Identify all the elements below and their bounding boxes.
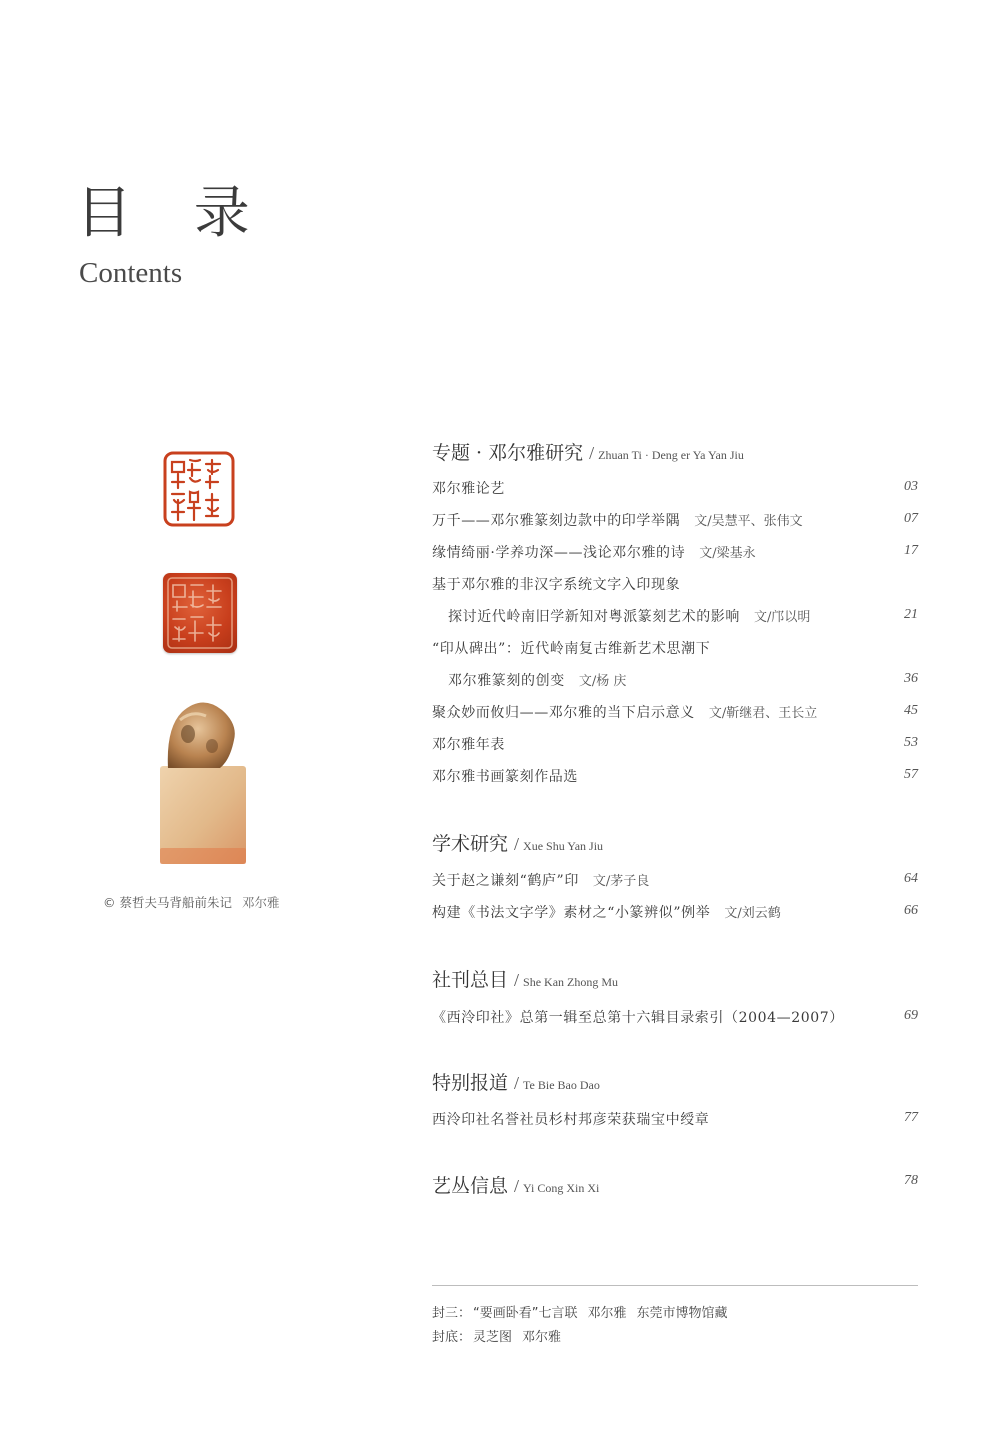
entry-page: 45	[904, 703, 918, 718]
red-seal-image	[163, 573, 237, 653]
seal-imprint-image	[162, 450, 236, 528]
toc-entry[interactable]	[432, 1007, 918, 1027]
section-pinyin: She Kan Zhong Mu	[523, 975, 619, 989]
toc-entry[interactable]	[432, 1109, 918, 1129]
entry-title: 邓尔雅年表	[432, 737, 505, 753]
section-title: 专题 · 邓尔雅研究	[432, 442, 584, 464]
slash-divider: /	[514, 834, 520, 854]
section-heading	[432, 1068, 600, 1095]
footer-author: 邓尔雅	[587, 1306, 627, 1321]
toc-entry[interactable]	[432, 702, 918, 722]
caption-text: © 蔡哲夫马背船前朱记	[103, 895, 232, 910]
entry-page: 36	[904, 671, 918, 686]
page-title: 目 录	[76, 181, 272, 246]
toc-entry[interactable]	[432, 606, 918, 626]
section-heading	[432, 438, 744, 465]
slash-divider: /	[514, 970, 520, 990]
footer-title: 灵芝图	[473, 1330, 513, 1345]
footer-title: “要画卧看”七言联	[473, 1306, 578, 1321]
entry-author: 文/刘云鹤	[724, 906, 781, 921]
entry-author: 文/杨 庆	[578, 674, 627, 689]
footer-author: 邓尔雅	[522, 1330, 562, 1345]
entry-title: 邓尔雅论艺	[432, 481, 505, 497]
entry-title: 关于赵之谦刻“鹤庐”印	[432, 873, 579, 889]
entry-author: 文/邝以明	[754, 610, 811, 625]
image-caption	[103, 893, 280, 911]
entry-author: 文/吴慧平、张伟文	[694, 514, 803, 529]
section-title: 社刊总目	[432, 969, 509, 991]
section-title: 特别报道	[432, 1072, 509, 1094]
entry-title: 构建《书法文字学》素材之“小篆辨似”例举	[432, 905, 711, 921]
toc-entry[interactable]	[432, 870, 918, 890]
footer-source: 东莞市博物馆藏	[636, 1306, 728, 1321]
entry-title: 缘情绮丽·学养功深——浅论邓尔雅的诗	[432, 545, 686, 561]
toc-entry[interactable]	[432, 638, 918, 658]
entry-title: 西泠印社名誉社员杉村邦彦荣获瑞宝中绶章	[432, 1112, 710, 1128]
entry-author: 文/茅子良	[592, 874, 650, 889]
entry-author: 文/梁基永	[699, 546, 756, 561]
entry-title: 《西泠印社》总第一辑至总第十六辑目录索引（2004—2007）	[432, 1010, 844, 1026]
entry-page: 66	[904, 903, 918, 918]
section-pinyin: Yi Cong Xin Xi	[523, 1181, 600, 1195]
toc-entry[interactable]	[432, 670, 918, 690]
entry-title: 邓尔雅书画篆刻作品选	[432, 769, 578, 785]
footer-divider	[432, 1285, 918, 1286]
entry-page: 17	[904, 543, 918, 558]
section-title: 艺丛信息	[432, 1175, 509, 1197]
seal-stone-image	[158, 698, 248, 866]
entry-title: 聚众妙而攸归——邓尔雅的当下启示意义	[432, 705, 695, 721]
footer-label: 封三：	[432, 1306, 472, 1321]
entry-page: 07	[904, 511, 918, 526]
caption-author: 邓尔雅	[241, 895, 280, 910]
toc-entry[interactable]	[432, 766, 918, 786]
entry-title: 邓尔雅篆刻的创变	[448, 673, 565, 689]
section-heading	[432, 829, 603, 856]
section-pinyin: Zhuan Ti · Deng er Ya Yan Jiu	[598, 448, 744, 462]
footer-label: 封底：	[432, 1330, 472, 1345]
entry-page: 69	[904, 1008, 918, 1023]
entry-page: 57	[904, 767, 918, 782]
section-heading	[432, 965, 618, 992]
page-subtitle: Contents	[79, 257, 183, 289]
toc-entry[interactable]	[432, 902, 918, 922]
footer-line	[432, 1302, 738, 1321]
entry-title: 探讨近代岭南旧学新知对粤派篆刻艺术的影响	[448, 609, 740, 625]
slash-divider: /	[514, 1176, 520, 1196]
toc-entry[interactable]	[432, 542, 918, 562]
toc-entry[interactable]	[432, 574, 918, 594]
entry-page: 64	[904, 871, 918, 886]
entry-page: 77	[904, 1110, 918, 1125]
section-heading[interactable]	[432, 1171, 918, 1198]
entry-title: 基于邓尔雅的非汉字系统文字入印现象	[432, 577, 681, 593]
entry-page: 21	[904, 607, 918, 622]
entry-title: “印从碑出”：近代岭南复古维新艺术思潮下	[432, 641, 711, 657]
section-pinyin: Xue Shu Yan Jiu	[523, 839, 604, 853]
entry-author: 文/靳继君、王长立	[708, 706, 818, 721]
entry-page: 53	[904, 735, 918, 750]
slash-divider: /	[589, 443, 595, 463]
entry-page: 03	[904, 479, 918, 494]
entry-page: 78	[904, 1173, 918, 1188]
section-pinyin: Te Bie Bao Dao	[523, 1078, 600, 1092]
entry-title: 万千——邓尔雅篆刻边款中的印学举隅	[432, 513, 681, 529]
toc-entry[interactable]	[432, 478, 918, 498]
toc-entry[interactable]	[432, 734, 918, 754]
slash-divider: /	[514, 1073, 520, 1093]
toc-entry[interactable]	[432, 510, 918, 530]
footer-line	[432, 1326, 571, 1345]
section-title: 学术研究	[432, 833, 509, 855]
